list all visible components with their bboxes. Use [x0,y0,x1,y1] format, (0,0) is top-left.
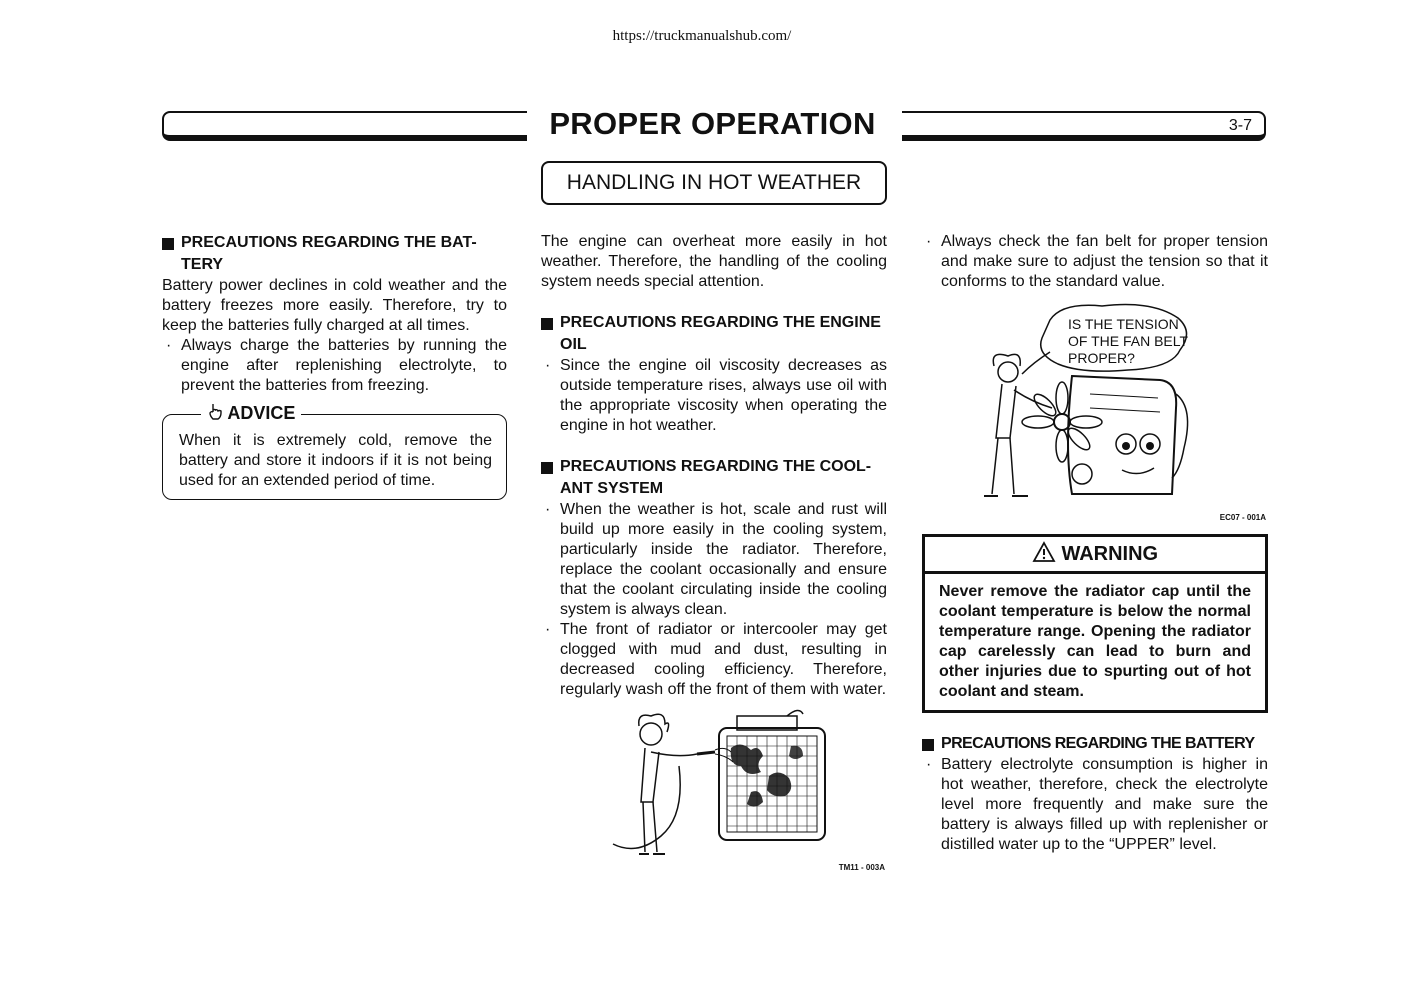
square-bullet-icon [162,238,174,250]
pointing-hand-icon [207,403,223,421]
bubble-line: OF THE FAN BELT [1068,333,1189,349]
header-bar-right [902,111,1266,141]
heading-line: OIL [560,336,587,353]
column-middle [541,232,887,876]
bubble-line: PROPER? [1068,350,1135,366]
hot-weather-intro: The engine can overheat more easily in hot weather. Therefore, the handling of the cooling system needs special attention. [541,233,887,290]
warning-text: Never remove the radiator cap until the coolant temperature is below the normal temperature range. Opening the radiator cap carelessly can lead to burn and other injuries due to spurting out of hot coolant and steam. [939,583,1251,700]
battery-cold-heading [162,232,507,276]
engine-oil-heading [541,312,887,356]
figure-code: EC07 - 001A [1219,513,1266,522]
page-title: PROPER OPERATION [549,106,876,141]
advice-text: When it is extremely cold, remove the battery and store it indoors if it is not being used for an extended period of time. [179,432,492,489]
header-bar-left [162,111,527,141]
dot-bullet-icon: · [545,357,551,374]
heading-line: ANT SYSTEM [560,480,664,497]
fan-belt-bullet [922,232,1268,292]
square-bullet-icon [541,318,553,330]
coolant-bullet-1 [541,500,887,620]
bullet-text: Battery electrolyte consumption is higher in hot weather, therefore, check the electrolyte level more frequently and make sure the battery is always filled up with replenisher or distilled water up to the “UPPER” level. [941,756,1268,853]
dot-bullet-icon: · [926,756,932,773]
heading-line: PRECAUTIONS REGARDING THE BAT- [181,234,477,251]
heading-line: PRECAUTIONS REGARDING THE COOL- [560,458,872,475]
square-bullet-icon [922,739,934,751]
column-left [162,232,507,500]
battery-cold-body: Battery power declines in cold weather and the battery freezes more easily. Therefore, try to keep the batteries fully charged at all times. [162,277,507,334]
heading-line: PRECAUTIONS REGARDING THE ENGINE [560,314,881,331]
page-number: 3-7 [1228,117,1252,134]
fan-belt-figure [922,298,1268,524]
warning-label: WARNING [1061,543,1159,565]
bullet-text: Always check the fan belt for proper tension and make sure to adjust the tension so that it conforms to the standard value. [941,233,1268,290]
warning-triangle-icon [1032,541,1056,563]
warning-box [922,534,1268,713]
figure-code: TM11 - 003A [838,863,885,872]
battery-electrolyte-bullet [922,755,1268,855]
section-subtitle: HANDLING IN HOT WEATHER [541,161,887,205]
column-right [922,232,1268,855]
bullet-text: Always charge the batteries by running the engine after replenishing electrolyte, to prevent the batteries from freezing. [181,337,507,394]
heading-line: PRECAUTIONS REGARDING THE BATTERY [941,735,1255,752]
dot-bullet-icon: · [545,621,551,638]
battery-charge-bullet [162,336,507,396]
bullet-text: The front of radiator or intercooler may get clogged with mud and dust, resulting in decreased cooling efficiency. Therefore, regularly wash off the front of them with water. [560,621,887,698]
dot-bullet-icon: · [545,501,551,518]
source-url: https://truckmanualshub.com/ [612,28,792,44]
warning-header [925,537,1265,574]
square-bullet-icon [541,462,553,474]
bubble-line: IS THE TENSION [1068,316,1179,332]
dot-bullet-icon: · [166,337,172,354]
bullet-text: Since the engine oil viscosity decreases as outside temperature rises, always use oil with the appropriate viscosity when operating the engine in hot weather. [560,357,887,434]
battery-hot-heading [922,733,1268,755]
advice-label [201,403,301,423]
radiator-washing-illustration [541,706,887,866]
radiator-washing-figure [541,706,887,876]
advice-box [162,403,507,500]
engine-oil-bullet [541,356,887,436]
speech-bubble-text [1068,316,1188,367]
bullet-text: When the weather is hot, scale and rust will build up more easily in the cooling system, particularly inside the radiator. Therefore, replace the coolant occasionally and ensure that the coolant circulating inside the cooling system is always clean. [560,501,887,618]
advice-label-text: ADVICE [227,403,296,423]
heading-line: TERY [181,256,224,273]
coolant-bullet-2 [541,620,887,700]
dot-bullet-icon: · [926,233,932,250]
coolant-heading [541,456,887,500]
